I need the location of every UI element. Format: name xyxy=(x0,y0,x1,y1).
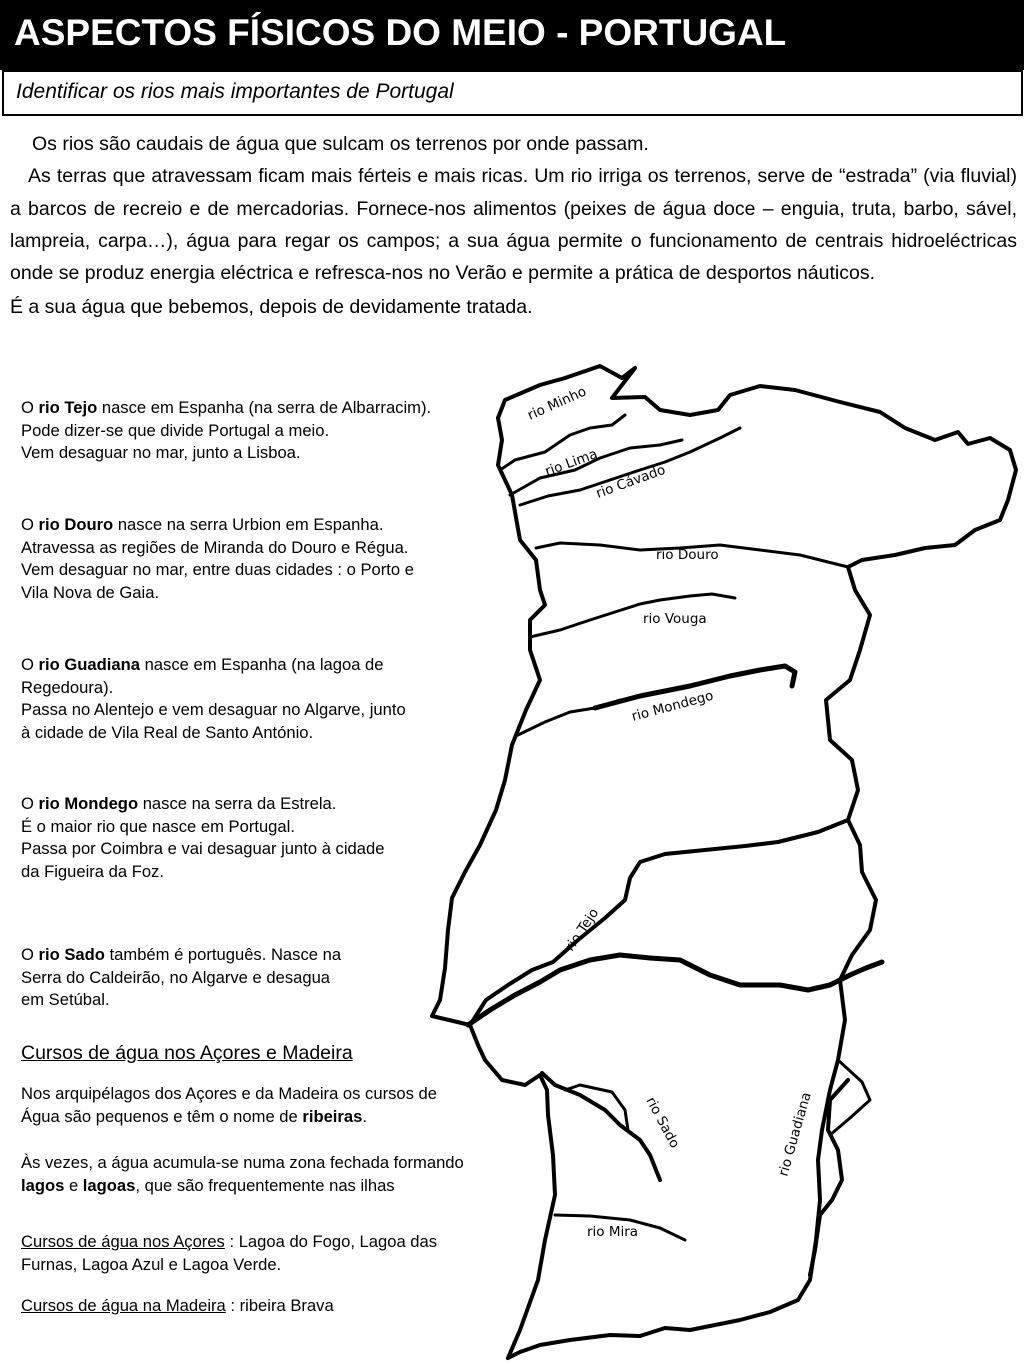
label-rio-cavado: rio Cávado xyxy=(593,461,668,502)
river-vouga-line xyxy=(530,594,735,637)
river-mondego-description: O rio Mondego nasce na serra da Estrela. É o maior rio que nasce em Portugal. Passa por Coimbra e vai desaguar junto à cidade da Figueira da Foz. xyxy=(21,794,385,881)
page-subtitle: Identificar os rios mais importantes de Portugal xyxy=(16,80,454,103)
label-rio-lima: rio Lima xyxy=(542,446,600,480)
intro-paragraph-1: Os rios são caudais de água que sulcam os terrenos por onde passam. xyxy=(32,133,649,155)
river-lima-line xyxy=(510,440,682,495)
subtitle-box xyxy=(2,70,1023,116)
river-guadiana-name: rio Guadiana xyxy=(38,655,140,674)
river-guadiana-branch xyxy=(830,1060,870,1135)
portugal-outline-north-coast xyxy=(432,418,545,1025)
label-rio-sado: rio Sado xyxy=(642,1094,683,1151)
river-mondego-line-bold xyxy=(595,666,795,708)
term-lagos: lagos xyxy=(21,1175,65,1195)
river-mondego-line xyxy=(518,700,620,735)
label-rio-douro: rio Douro xyxy=(656,547,719,563)
term-lagoas: lagoas xyxy=(82,1175,136,1195)
intro-text xyxy=(10,128,1017,324)
intro-paragraph-3: É a sua água que bebemos, depois de devidamente tratada. xyxy=(10,296,533,319)
river-sado-description: O rio Sado também é português. Nasce na Serra do Caldeirão, no Algarve e desagua em Setúbal. xyxy=(21,945,342,1009)
madeira-label: Cursos de água na Madeira xyxy=(21,1296,226,1315)
label-rio-tejo: rio Tejo xyxy=(562,905,603,955)
islands-paragraph-2: Às vezes, a água acumula-se numa zona fechada formando lagos e lagoas, que são frequentemente nas ilhas xyxy=(21,1153,464,1195)
portugal-outline xyxy=(470,366,1016,1358)
intro-paragraph-2: As terras que atravessam ficam mais férteis e mais ricas. Um rio irriga os terrenos, serve de “estrada” (via fluvial) a barcos de recreio e de mercadorias. Fornece-nos alimentos (peixes de água doce – enguia, truta, barbo, sável, lampreia, carpa…), água para regar os campos; a sua água permite o funcionamento de centrais hidroeléctricas onde se produz energia eléctrica e refresca-nos no Verão e permite a prática de desportos náuticos. xyxy=(10,165,1017,285)
river-tejo-description: O rio Tejo nasce em Espanha (na serra de Albarracim). Pode dizer-se que divide Portugal a meio. Vem desaguar no mar, junto a Lisboa. xyxy=(21,398,432,462)
river-mira-line xyxy=(555,1215,685,1240)
river-sado-name: rio Sado xyxy=(38,945,105,964)
river-douro-line xyxy=(536,543,848,567)
islands-paragraph-1: Nos arquipélagos dos Açores e da Madeira os cursos de Água são pequenos e têm o nome de ribeiras. xyxy=(21,1084,438,1126)
river-douro-name: rio Douro xyxy=(38,515,114,534)
azores-label: Cursos de água nos Açores xyxy=(21,1232,225,1251)
label-rio-guadiana: rio Guadiana xyxy=(775,1090,815,1179)
madeira-paragraph: Cursos de água na Madeira : ribeira Brava xyxy=(21,1296,334,1315)
river-tejo-line xyxy=(468,955,882,1025)
river-minho-line xyxy=(500,415,625,470)
river-guadiana-description: O rio Guadiana nasce em Espanha (na lagoa de Regedoura). Passa no Alentejo e vem desaguar no Algarve, junto à cidade de Vila Real de Santo António. xyxy=(21,655,406,742)
river-douro-description: O rio Douro nasce na serra Urbion em Espanha. Atravessa as regiões de Miranda do Douro e Régua. Vem desaguar no mar, entre duas cidades : o Porto e Vila Nova de Gaia. xyxy=(21,515,414,602)
river-guadiana-line xyxy=(810,1080,848,1275)
term-ribeiras: ribeiras xyxy=(302,1106,363,1126)
river-sado-branch xyxy=(565,1085,628,1130)
river-tejo-name: rio Tejo xyxy=(38,398,98,417)
river-sado-line xyxy=(542,1073,660,1180)
label-rio-vouga: rio Vouga xyxy=(643,611,707,627)
river-cavado-line xyxy=(520,428,740,505)
river-mondego-name: rio Mondego xyxy=(38,794,139,813)
title-bar xyxy=(0,0,1024,70)
label-rio-mira: rio Mira xyxy=(587,1224,639,1240)
portugal-outline-east xyxy=(508,820,876,1358)
label-rio-minho: rio Minho xyxy=(525,383,589,424)
azores-paragraph: Cursos de água nos Açores : Lagoa do Fogo, Lagoa das Furnas, Lagoa Azul e Lagoa Verde. xyxy=(21,1232,438,1274)
islands-heading: Cursos de água nos Açores e Madeira xyxy=(21,1042,353,1064)
page-title: ASPECTOS FÍSICOS DO MEIO - PORTUGAL xyxy=(14,12,787,53)
label-rio-mondego: rio Mondego xyxy=(629,687,716,725)
